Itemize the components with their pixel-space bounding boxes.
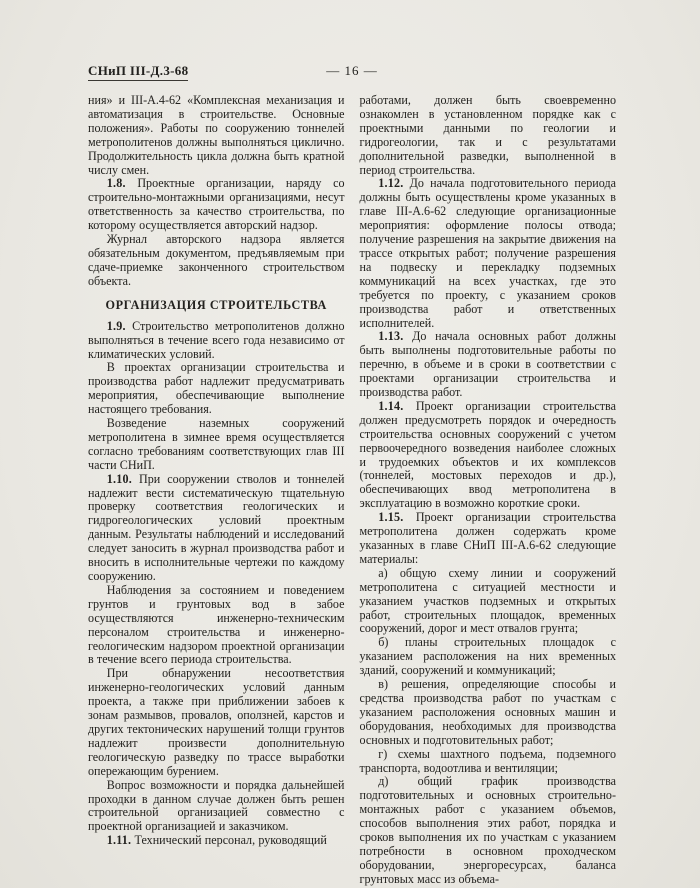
clause-number: 1.12.	[378, 176, 404, 191]
document-code: СНиП III-Д.3-68	[88, 63, 188, 81]
paragraph	[88, 473, 345, 584]
clause-number: 1.13.	[378, 329, 404, 344]
paragraph	[88, 320, 345, 362]
page-header	[88, 62, 616, 80]
paragraph	[360, 400, 617, 511]
clause-text: До начала основных работ должны быть выполнены подготовительные работы по перечню, в объеме и в сроки в соответствии с проектами организации строительства и производства работ.	[359, 329, 616, 400]
header-center	[264, 62, 440, 80]
clause-text: До начала подготовительного периода должны быть осуществлены кроме указанных в главе III-А.6-62 следующие организационные мероприятия: оформление полосы отвода; получение разрешения на закрытие движения на трассе открытых работ; получение разрешения на подвеску и перекладку подземных коммуникаций на всех участках, где это требуется по проекту, с указанием сроков производства работ и ответственных исполнителей.	[359, 176, 616, 330]
clause-number: 1.10.	[106, 471, 132, 486]
paragraph: При обнаружении несоответствия инженерно-геологических условий данным проекта, а также при приближении забоев к зонам размывов, провалов, оползней, карстов и других тектонических нарушений толщи грунтов надлежит произвести дополнительную геологическую разведку по трассе выработки опережающим бурением.	[88, 666, 345, 778]
clause-number: 1.11.	[106, 833, 132, 848]
clause-text: При сооружении стволов и тоннелей надлежит вести систематическую тщательную проверку соответствия геологических и гидрогеологических условий проектным данным. Результаты наблюдений и исследований следует заносить в журнал производства работ и вносить в исполнительные чертежи по каждому сооружению.	[88, 471, 345, 583]
paragraph: б) планы строительных площадок с указанием расположения на них временных зданий, сооружений и коммуникаций;	[359, 635, 616, 678]
clause-number: 1.8.	[106, 176, 126, 191]
section-heading: ОРГАНИЗАЦИЯ СТРОИТЕЛЬСТВА	[105, 297, 327, 312]
paragraph: ния» и III-А.4-62 «Комплексная механизация и автоматизация в строительстве. Основные положения». Работы по сооружению тоннелей метрополитенов должны выполняться циклично. Продолжительность цикла должна быть кратной числу смен.	[88, 93, 345, 177]
paragraph	[360, 330, 617, 400]
paragraph: д) общий график производства подготовительных и основных строительно-монтажных работ с указанием объемов, способов выполнения этих работ, порядка и сроков выполнения их по участкам с указанием потребности в основном проходческом оборудовании, энергоресурсах, баланса грунтовых масс из объема-	[359, 774, 616, 886]
paragraph: Наблюдения за состоянием и поведением грунтов и грунтовых вод в забое осуществляются инженерно-техническим персоналом строительства и инженерно-геологическим надзором проектной организации в течение всего периода строительства.	[88, 582, 345, 667]
header-left	[88, 62, 264, 80]
clause-text: Строительство метрополитенов должно выполняться в течение всего года независимо от климатических условий.	[88, 318, 345, 361]
clause-number: 1.9.	[106, 318, 126, 333]
paragraph: в) решения, определяющие способы и средства производства работ по участкам с указанием расположения основных машин и оборудования, необходимых для производства основных и подготовительных работ;	[359, 677, 616, 747]
paragraph: Журнал авторского надзора является обязательным документом, предъявляемым при сдаче-приемке законченного строительством объекта.	[88, 232, 345, 288]
clause-text: Технический персонал, руководящий	[134, 833, 327, 848]
paragraph: работами, должен быть своевременно ознакомлен в установленном порядке как с проектными данными по геологии и гидрогеологии, так и с результатами дополнительной разведки, выполненной в период строительства.	[359, 93, 616, 177]
paragraph	[88, 177, 345, 233]
paragraph: Возведение наземных сооружений метрополитена в зимнее время осуществляется согласно требованиям соответствующих глав III части СНиП.	[88, 416, 345, 472]
clause-number: 1.14.	[378, 398, 404, 413]
paragraph	[360, 511, 617, 567]
paragraph	[88, 834, 345, 848]
paragraph: а) общую схему линии и сооружений метрополитена с ситуацией местности и указанием участков подземных и открытых работ, строительных площадок, временных сооружений, дорог и мест отвалов грунта;	[359, 565, 616, 636]
text-columns	[88, 94, 616, 887]
page-number: — 16 —	[326, 63, 378, 78]
paragraph: В проектах организации строительства и производства работ надлежит предусматривать мероприятия, обеспечивающие выполнение настоящего требования.	[88, 360, 345, 417]
paragraph: г) схемы шахтного подъема, подземного транспорта, водоотлива и вентиляции;	[359, 746, 616, 775]
clause-text: Проект организации строительства метрополитена должен содержать кроме указанных в главе СНиП III-А.6-62 следующие материалы:	[359, 510, 616, 566]
right-column	[360, 94, 617, 887]
clause-text: Проект организации строительства должен предусмотреть порядок и очередность строительства основных сооружений с учетом первоочередного возведения наиболее сложных и трудоемких объектов и их комплексов (тоннелей, мостовых переходов и др.), обеспечивающих ввод метрополитена в эксплуатацию в возможно короткие сроки.	[359, 398, 616, 511]
left-column	[88, 94, 345, 887]
paragraph: Вопрос возможности и порядка дальнейшей проходки в данном случае должен быть решен строительной организацией совместно с проектной организацией и заказчиком.	[88, 777, 345, 834]
clause-text: Проектные организации, наряду со строительно-монтажными организациями, несут ответственность за качество строительства, по которому осуществляется авторский надзор.	[88, 176, 345, 233]
paragraph	[360, 177, 617, 330]
clause-number: 1.15.	[378, 510, 404, 525]
